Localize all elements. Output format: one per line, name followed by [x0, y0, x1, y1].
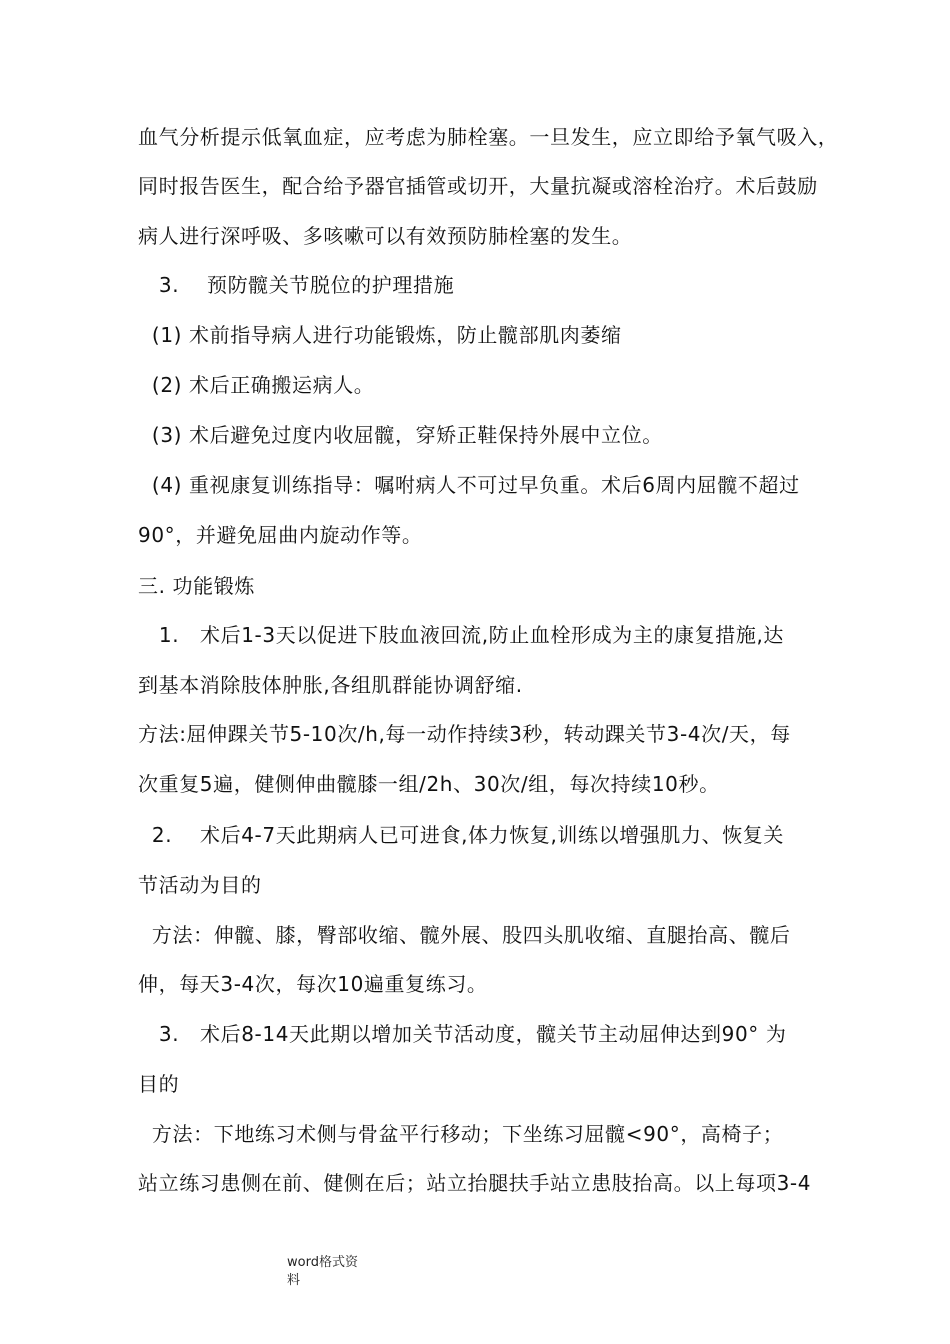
section-heading: 3. 预防髋关节脱位的护理措施 — [138, 273, 455, 297]
text-line: 节活动为目的 — [138, 873, 262, 897]
section-heading: 三. 功能锻炼 — [138, 574, 255, 598]
text-line: 方法：伸髋、膝，臀部收缩、髋外展、股四头肌收缩、直腿抬高、髋后 — [138, 923, 791, 947]
text-line: 同时报告医生，配合给予器官插管或切开，大量抗凝或溶栓治疗。术后鼓励 — [138, 174, 818, 198]
text-line: 方法:屈伸踝关节5-10次/h,每一动作持续3秒，转动踝关节3-4次/天，每 — [138, 722, 791, 746]
text-line: 站立练习患侧在前、健侧在后；站立抬腿扶手站立患肢抬高。以上每项3-4 — [138, 1171, 812, 1195]
list-item: (1) 术前指导病人进行功能锻炼，防止髋部肌肉萎缩 — [138, 323, 622, 347]
list-item: 3. 术后8-14天此期以增加关节活动度，髋关节主动屈伸达到90° 为 — [138, 1022, 787, 1046]
list-item: (3) 术后避免过度内收屈髋，穿矫正鞋保持外展中立位。 — [138, 423, 663, 447]
list-item: (4) 重视康复训练指导：嘱咐病人不可过早负重。术后6周内屈髋不超过 — [138, 473, 800, 497]
text-line: 次重复5遍，健侧伸曲髋膝一组/2h、30次/组，每次持续10秒。 — [138, 772, 720, 796]
list-item: (2) 术后正确搬运病人。 — [138, 373, 375, 397]
text-line: 到基本消除肢体肿胀,各组肌群能协调舒缩. — [138, 673, 523, 697]
text-line: 90°，并避免屈曲内旋动作等。 — [138, 523, 423, 547]
text-line: 伸，每天3-4次，每次10遍重复练习。 — [138, 972, 488, 996]
text-line: 病人进行深呼吸、多咳嗽可以有效预防肺栓塞的发生。 — [138, 224, 633, 248]
text-line: 方法：下地练习术侧与骨盆平行移动；下坐练习屈髋<90°，高椅子； — [138, 1122, 784, 1146]
text-line: 血气分析提示低氧血症，应考虑为肺栓塞。一旦发生，应立即给予氧气吸入， — [138, 125, 839, 149]
list-item: 2. 术后4-7天此期病人已可进食,体力恢复,训练以增强肌力、恢复关 — [138, 823, 785, 847]
text-line: 目的 — [138, 1072, 180, 1096]
page-footer: word格式资料 — [287, 1255, 358, 1288]
list-item: 1. 术后1-3天以促进下肢血液回流,防止血栓形成为主的康复措施,达 — [138, 623, 785, 647]
